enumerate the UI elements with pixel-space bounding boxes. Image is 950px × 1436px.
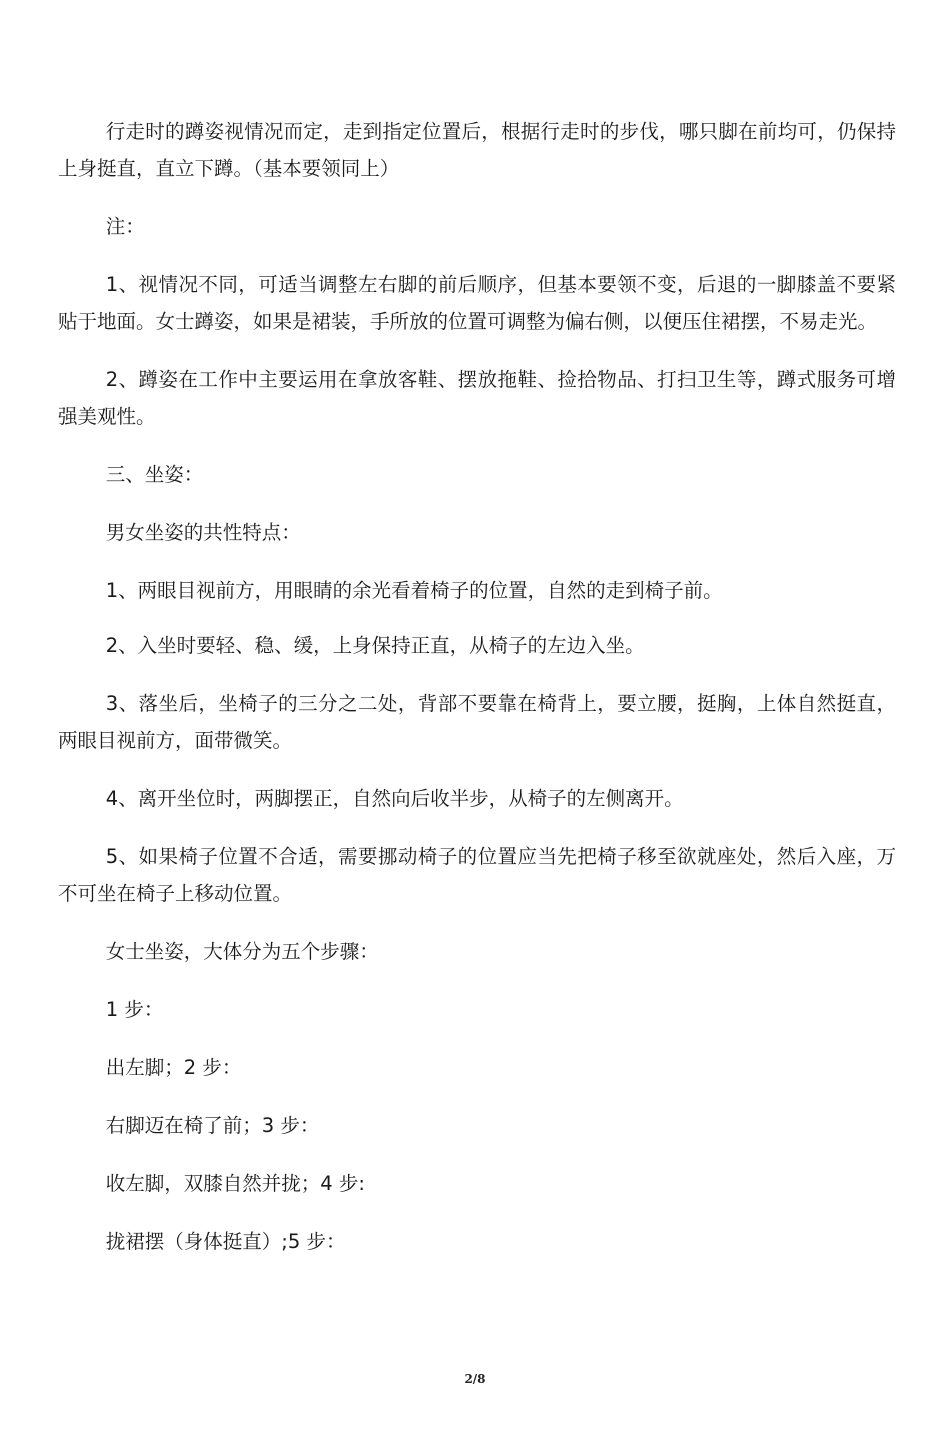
list-item-3: 3、落坐后，坐椅子的三分之二处，背部不要靠在椅背上，要立腰，挺胸，上体自然挺直，两眼目视前方，面带微笑。 [58, 692, 896, 752]
paragraph-female-steps-intro: 女士坐姿，大体分为五个步骤： [105, 940, 379, 963]
paragraph-common-traits: 男女坐姿的共性特点： [105, 521, 301, 544]
paragraph-squat-walking: 行走时的蹲姿视情况而定，走到指定位置后，根据行走时的步伐，哪只脚在前均可，仍保持上身挺直，直立下蹲。（基本要领同上） [58, 120, 896, 180]
step-line-4: 收左脚，双膝自然并拢；4 步: [105, 1172, 365, 1195]
step-line-1: 1 步： [105, 998, 164, 1021]
paragraph-note-1: 1、视情况不同，可适当调整左右脚的前后顺序，但基本要领不变，后退的一脚膝盖不要紧贴于地面。女士蹲姿，如果是裙装，手所放的位置可调整为偏右侧，以便压住裙摆，不易走光。 [58, 273, 896, 333]
step-line-2: 出左脚；2 步： [105, 1056, 242, 1079]
section-heading-sitting: 三、坐姿： [105, 463, 204, 486]
list-item-2: 2、入坐时要轻、稳、缓，上身保持正直，从椅子的左边入坐。 [105, 634, 645, 657]
paragraph-note-heading: 注： [105, 215, 145, 238]
step-line-5: 拢裙摆（身体挺直）;5 步： [105, 1230, 346, 1253]
paragraph-note-2: 2、蹲姿在工作中主要运用在拿放客鞋、摆放拖鞋、捡拾物品、打扫卫生等，蹲式服务可增强美观性。 [58, 368, 896, 428]
list-item-4: 4、离开坐位时，两脚摆正，自然向后收半步，从椅子的左侧离开。 [105, 787, 684, 810]
step-line-3: 右脚迈在椅了前；3 步： [105, 1114, 320, 1137]
list-item-5: 5、如果椅子位置不合适，需要挪动椅子的位置应当先把椅子移至欲就座处，然后入座，万不可坐在椅子上移动位置。 [58, 845, 896, 905]
page-number: 2/8 [464, 1372, 486, 1386]
document-body [58, 113, 896, 1260]
list-item-1: 1、两眼目视前方，用眼睛的余光看着椅子的位置，自然的走到椅子前。 [105, 579, 723, 602]
